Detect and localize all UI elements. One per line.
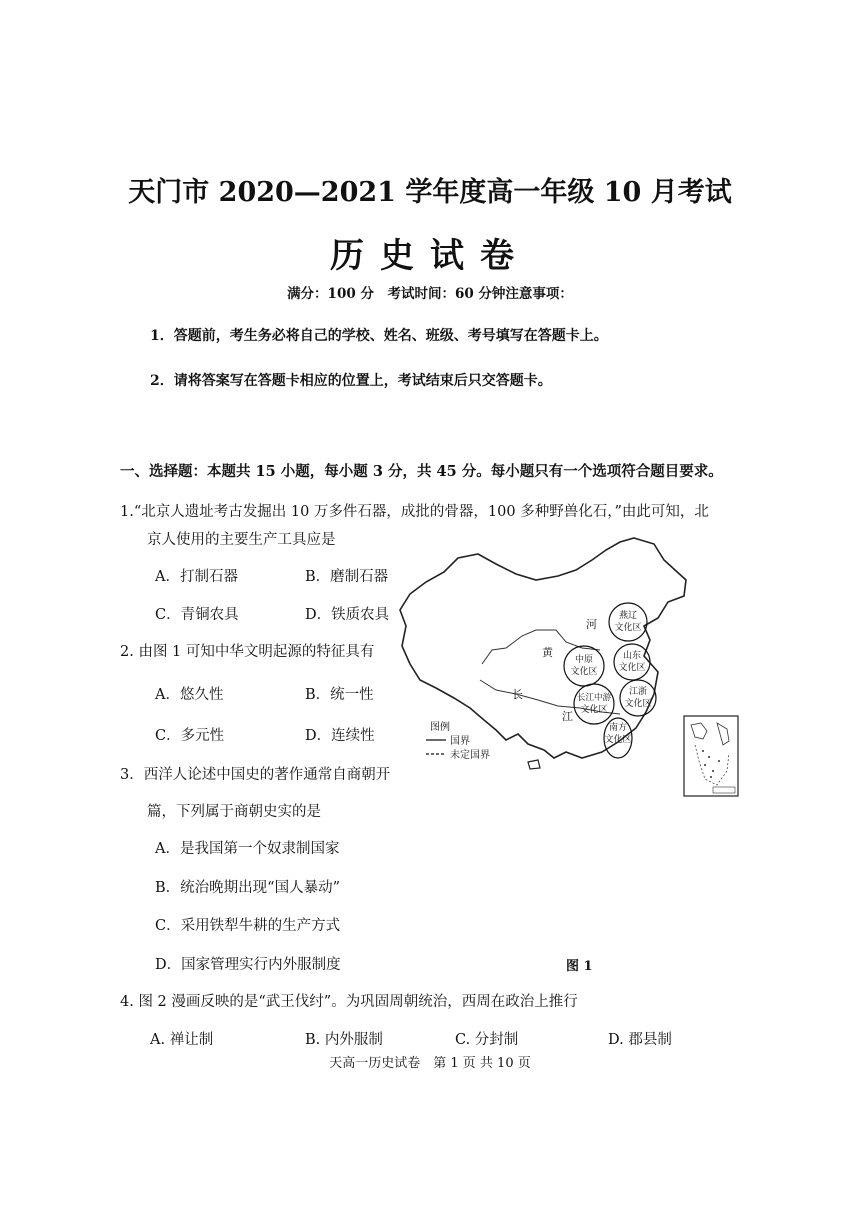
q1-option-d: D．铁质农具: [305, 607, 390, 623]
region-label-yanliao-1: 燕辽: [618, 611, 638, 621]
notice-1: 1．答题前，考生务必将自己的学校、姓名、班级、考号填写在答题卡上。: [150, 328, 608, 344]
region-label-nanfang-2: 文化区: [604, 735, 632, 745]
legend-item-undetermined: 未定国界: [450, 750, 490, 761]
river-label-he: 河: [586, 618, 597, 631]
q2-option-c: C．多元性: [155, 728, 225, 744]
region-label-shandong-2: 文化区: [618, 663, 646, 673]
q3-stem-line2: 篇，下列属于商朝史实的是: [147, 804, 321, 820]
region-circle-jiangzhe: [620, 680, 656, 716]
region-label-zhongyuan-2: 文化区: [570, 667, 598, 677]
q2-option-b: B．统一性: [305, 687, 374, 703]
figure-1-map: [396, 530, 696, 770]
q4-option-a: A. 禅让制: [150, 1032, 214, 1048]
region-label-changjiang-1: 长江中游: [576, 693, 612, 703]
q4-stem: 4. 图 2 漫画反映的是“武王伐纣”。为巩固周朝统治，西周在政治上推行: [120, 994, 578, 1010]
region-label-nanfang-1: 南方: [608, 723, 628, 733]
region-label-shandong-1: 山东: [622, 651, 642, 661]
q1-stem-line2: 京人使用的主要生产工具应是: [147, 532, 336, 548]
exam-title: 天门市 2020—2021 学年度高一年级 10 月考试: [128, 177, 732, 208]
region-label-zhongyuan-1: 中原: [574, 655, 594, 665]
south-china-sea-inset: [683, 715, 739, 797]
figure-1-caption: 图 1: [566, 959, 593, 974]
legend-item-border: 国界: [450, 736, 470, 747]
region-label-yanliao-2: 文化区: [614, 623, 642, 633]
region-label-jiangzhe-1: 江浙: [628, 687, 648, 697]
q4-option-c: C. 分封制: [455, 1032, 519, 1048]
exam-meta: 满分：100 分 考试时间：60 分钟注意事项：: [287, 286, 573, 302]
river-label-jiang: 江: [562, 710, 573, 723]
legend-title: 图例: [430, 722, 450, 733]
q1-option-c: C．青铜农具: [155, 607, 239, 623]
q1-option-b: B．磨制石器: [305, 569, 389, 585]
region-label-jiangzhe-2: 文化区: [624, 699, 652, 709]
q1-stem-line1: 1.“北京人遗址考古发掘出 10 万多件石器，成批的骨器，100 多种野兽化石，”由此可知，北: [120, 504, 709, 520]
hainan-island: [528, 760, 540, 769]
region-circle-yanliao: [609, 603, 647, 641]
river-label-huang: 黄: [542, 646, 553, 659]
q4-option-d: D. 郡县制: [608, 1032, 672, 1048]
map-legend: [426, 720, 490, 761]
q3-stem-line1: 3．西洋人论述中国史的著作通常自商朝开: [120, 767, 391, 783]
q2-stem: 2. 由图 1 可知中华文明起源的特征具有: [120, 644, 375, 660]
exam-subject: 历史试卷: [330, 236, 530, 276]
q2-option-d: D．连续性: [305, 728, 375, 744]
region-circle-zhongyuan: [564, 646, 604, 686]
region-circle-shandong: [614, 644, 650, 680]
page-footer: 天高一历史试卷 第 1 页 共 10 页: [329, 1056, 531, 1071]
q3-option-b: B．统治晚期出现“国人暴动”: [155, 880, 340, 896]
q4-option-b: B. 内外服制: [305, 1032, 383, 1048]
q3-option-c: C．采用铁犁牛耕的生产方式: [155, 918, 341, 934]
region-circle-changjiang: [574, 684, 614, 724]
region-label-changjiang-2: 文化区: [580, 705, 608, 715]
q3-option-a: A．是我国第一个奴隶制国家: [155, 841, 340, 857]
q2-option-a: A．悠久性: [155, 687, 224, 703]
q3-option-d: D．国家管理实行内外服制度: [155, 957, 341, 973]
river-label-chang: 长: [512, 688, 523, 701]
section-heading: 一、选择题：本题共 15 小题，每小题 3 分，共 45 分。每小题只有一个选项符合题目要求。: [120, 463, 723, 480]
notice-2: 2．请将答案写在答题卡相应的位置上，考试结束后只交答题卡。: [150, 373, 552, 389]
q1-option-a: A．打制石器: [155, 569, 238, 585]
